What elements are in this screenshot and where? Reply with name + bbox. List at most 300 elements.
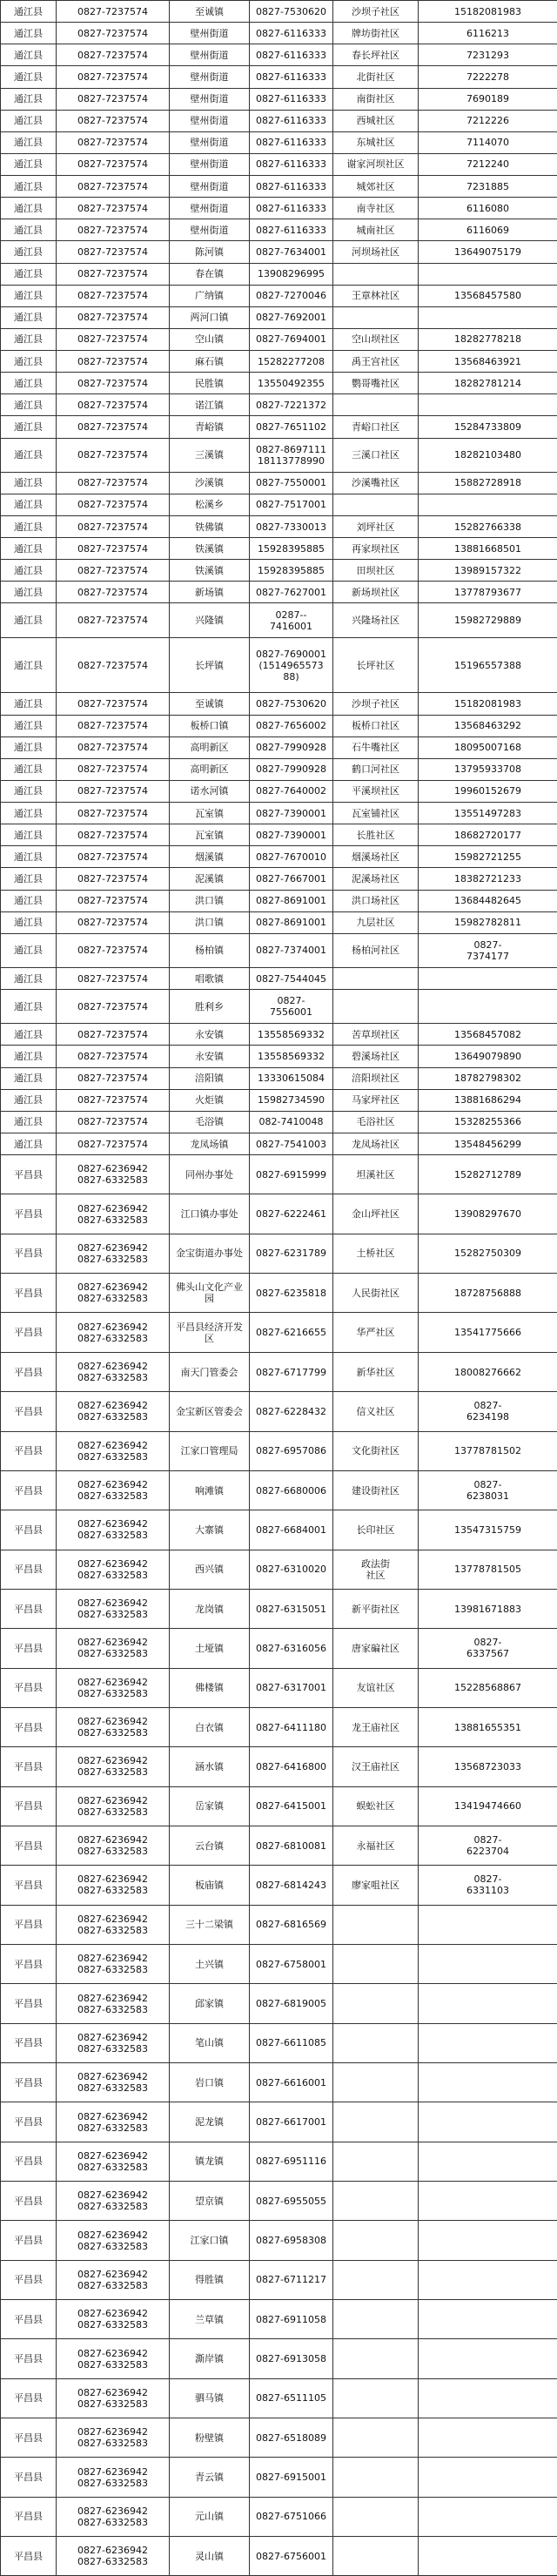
- town-cell: 新场镇: [170, 582, 250, 603]
- county-phone-cell: 0827-6236942 0827-6332583: [57, 2182, 170, 2221]
- table-row: [1, 1905, 557, 1944]
- county-phone-cell: 0827-7237574: [57, 890, 170, 911]
- county-cell: 通江县: [1, 780, 57, 802]
- town-phone-cell: 0827-6816569: [250, 1905, 333, 1944]
- community-cell: 毛浴社区: [333, 1111, 419, 1133]
- community-phone-cell: 15282766338: [419, 515, 557, 537]
- community-phone-cell: 13649079890: [419, 1046, 557, 1067]
- table-row: [1, 803, 557, 824]
- community-phone-cell: 13541775666: [419, 1313, 557, 1352]
- community-cell: 牌坊街社区: [333, 23, 419, 44]
- community-cell: 刘坪社区: [333, 515, 419, 537]
- community-cell: 泥溪场社区: [333, 868, 419, 890]
- county-cell: 通江县: [1, 1, 57, 23]
- town-phone-cell: 0827-8691001: [250, 911, 333, 933]
- county-phone-cell: 0827-6236942 0827-6332583: [57, 2458, 170, 2497]
- county-phone-cell: 0827-7237574: [57, 637, 170, 693]
- county-phone-cell: 0827-6236942 0827-6332583: [57, 1510, 170, 1550]
- table-row: [1, 1431, 557, 1470]
- county-cell: 平昌县: [1, 2063, 57, 2102]
- community-cell: 王章林社区: [333, 285, 419, 306]
- town-phone-cell: 0827-6617001: [250, 2102, 333, 2142]
- town-cell: 壁州街道: [170, 153, 250, 175]
- county-cell: 平昌县: [1, 2102, 57, 2142]
- community-cell: 谢家河坝社区: [333, 153, 419, 175]
- county-cell: 通江县: [1, 1111, 57, 1133]
- town-phone-cell: 0827-6315051: [250, 1589, 333, 1628]
- county-cell: 通江县: [1, 1089, 57, 1111]
- community-cell: 蜈蚣社区: [333, 1786, 419, 1826]
- town-phone-cell: 0827-7544045: [250, 968, 333, 990]
- town-phone-cell: 0827-6958308: [250, 2221, 333, 2260]
- county-cell: 通江县: [1, 438, 57, 472]
- county-cell: 平昌县: [1, 1905, 57, 1944]
- community-phone-cell: [419, 1984, 557, 2023]
- community-phone-cell: 15228568867: [419, 1668, 557, 1707]
- town-phone-cell: 0827-7694001: [250, 328, 333, 350]
- town-cell: 大寨镇: [170, 1510, 250, 1550]
- table-row: [1, 241, 557, 263]
- town-cell: 空山镇: [170, 328, 250, 350]
- table-row: [1, 1747, 557, 1786]
- community-phone-cell: 13908297670: [419, 1194, 557, 1234]
- county-cell: 平昌县: [1, 2497, 57, 2536]
- town-phone-cell: 0827-6951116: [250, 2142, 333, 2181]
- county-phone-cell: 0827-7237574: [57, 472, 170, 494]
- county-phone-cell: 0827-7237574: [57, 373, 170, 394]
- community-cell: 马家坪社区: [333, 1089, 419, 1111]
- community-cell: 南寺社区: [333, 198, 419, 219]
- community-phone-cell: 13568457580: [419, 285, 557, 306]
- town-cell: 烟溪镇: [170, 846, 250, 868]
- town-phone-cell: 0827-6955055: [250, 2182, 333, 2221]
- county-phone-cell: 0827-7237574: [57, 351, 170, 373]
- community-phone-cell: 13778781505: [419, 1550, 557, 1589]
- table-row: [1, 868, 557, 890]
- county-phone-cell: 0827-6236942 0827-6332583: [57, 2537, 170, 2576]
- county-phone-cell: 0827-7237574: [57, 990, 170, 1024]
- community-phone-cell: 15882728918: [419, 472, 557, 494]
- town-cell: 至诚镇: [170, 693, 250, 715]
- table-row: [1, 219, 557, 241]
- county-cell: 通江县: [1, 1067, 57, 1089]
- community-cell: 板桥口社区: [333, 715, 419, 736]
- town-phone-cell: 0827-6116333: [250, 66, 333, 88]
- town-phone-cell: 0827-6116333: [250, 219, 333, 241]
- county-phone-cell: 0827-6236942 0827-6332583: [57, 2063, 170, 2102]
- community-cell: 沙坝子社区: [333, 1, 419, 23]
- community-cell: 苦草坝社区: [333, 1024, 419, 1046]
- county-phone-cell: 0827-6236942 0827-6332583: [57, 2497, 170, 2536]
- town-cell: 金宝街道办事处: [170, 1234, 250, 1273]
- table-row: [1, 198, 557, 219]
- town-phone-cell: 0827-8691001: [250, 890, 333, 911]
- community-phone-cell: [419, 2418, 557, 2458]
- county-cell: 平昌县: [1, 1786, 57, 1826]
- county-cell: 平昌县: [1, 1510, 57, 1550]
- county-phone-cell: 0827-6236942 0827-6332583: [57, 1707, 170, 1746]
- table-row: [1, 968, 557, 990]
- town-phone-cell: 082-7410048: [250, 1111, 333, 1133]
- town-cell: 灵山镇: [170, 2537, 250, 2576]
- table-row: [1, 758, 557, 780]
- county-phone-cell: 0827-6236942 0827-6332583: [57, 1747, 170, 1786]
- county-phone-cell: 0827-7237574: [57, 803, 170, 824]
- county-phone-cell: 0827-7237574: [57, 933, 170, 967]
- county-cell: 通江县: [1, 1046, 57, 1067]
- county-phone-cell: 0827-7237574: [57, 494, 170, 515]
- town-phone-cell: 0827-6416800: [250, 1747, 333, 1786]
- town-cell: 驷马镇: [170, 2378, 250, 2418]
- county-cell: 通江县: [1, 328, 57, 350]
- table-row: [1, 1313, 557, 1352]
- town-phone-cell: 13908296995: [250, 263, 333, 285]
- town-phone-cell: 0827-7640002: [250, 780, 333, 802]
- table-row: [1, 736, 557, 758]
- town-cell: 永安镇: [170, 1024, 250, 1046]
- community-cell: 人民街社区: [333, 1274, 419, 1313]
- community-phone-cell: [419, 263, 557, 285]
- town-phone-cell: 0827-7270046: [250, 285, 333, 306]
- county-cell: 平昌县: [1, 1747, 57, 1786]
- town-cell: 平昌县经济开发 区: [170, 1313, 250, 1352]
- town-phone-cell: 0827-6680006: [250, 1470, 333, 1510]
- community-phone-cell: 13568463921: [419, 351, 557, 373]
- community-phone-cell: [419, 2339, 557, 2378]
- community-phone-cell: 7222278: [419, 66, 557, 88]
- town-phone-cell: 0827-8697111 18113778990: [250, 438, 333, 472]
- community-phone-cell: [419, 2458, 557, 2497]
- town-cell: 同州办事处: [170, 1155, 250, 1194]
- community-cell: [333, 1984, 419, 2023]
- town-cell: 土兴镇: [170, 1944, 250, 1983]
- town-cell: 诺江镇: [170, 394, 250, 416]
- community-phone-cell: [419, 306, 557, 328]
- table-row: [1, 715, 557, 736]
- town-phone-cell: 15982734590: [250, 1089, 333, 1111]
- table-row: [1, 1470, 557, 1510]
- county-cell: 平昌县: [1, 2300, 57, 2339]
- community-phone-cell: 18095007168: [419, 736, 557, 758]
- table-row: [1, 1067, 557, 1089]
- community-cell: 碧溪场社区: [333, 1046, 419, 1067]
- town-phone-cell: 13550492355: [250, 373, 333, 394]
- town-cell: 麻石镇: [170, 351, 250, 373]
- county-cell: 通江县: [1, 44, 57, 66]
- town-cell: 佛楼镇: [170, 1668, 250, 1707]
- town-phone-cell: 13558569332: [250, 1046, 333, 1067]
- community-cell: [333, 2182, 419, 2221]
- table-row: [1, 1, 557, 23]
- county-cell: 平昌县: [1, 1470, 57, 1510]
- table-row: [1, 88, 557, 110]
- county-cell: 通江县: [1, 373, 57, 394]
- community-cell: 沙坝子社区: [333, 693, 419, 715]
- town-phone-cell: 0827-7656002: [250, 715, 333, 736]
- town-cell: 泥龙镇: [170, 2102, 250, 2142]
- county-phone-cell: 0827-7237574: [57, 582, 170, 603]
- town-phone-cell: 0827-6814243: [250, 1866, 333, 1905]
- county-phone-cell: 0827-6236942 0827-6332583: [57, 1589, 170, 1628]
- town-cell: 兴隆镇: [170, 603, 250, 637]
- town-cell: 白衣镇: [170, 1707, 250, 1746]
- county-phone-cell: 0827-6236942 0827-6332583: [57, 1352, 170, 1391]
- county-cell: 平昌县: [1, 1194, 57, 1234]
- town-cell: 瓦室镇: [170, 824, 250, 846]
- county-phone-cell: 0827-6236942 0827-6332583: [57, 1984, 170, 2023]
- community-phone-cell: [419, 2497, 557, 2536]
- community-cell: 龙凤场社区: [333, 1133, 419, 1154]
- town-cell: 邱家镇: [170, 1984, 250, 2023]
- community-phone-cell: 13881655351: [419, 1707, 557, 1746]
- town-phone-cell: 0827-7627001: [250, 582, 333, 603]
- county-cell: 通江县: [1, 198, 57, 219]
- community-phone-cell: 15196557388: [419, 637, 557, 693]
- county-phone-cell: 0827-7237574: [57, 1067, 170, 1089]
- table-row: [1, 2182, 557, 2221]
- community-phone-cell: [419, 2221, 557, 2260]
- county-phone-cell: 0827-6236942 0827-6332583: [57, 2418, 170, 2458]
- community-cell: [333, 990, 419, 1024]
- table-row: [1, 890, 557, 911]
- table-row: [1, 2023, 557, 2062]
- town-phone-cell: 15282277208: [250, 351, 333, 373]
- town-phone-cell: 13558569332: [250, 1024, 333, 1046]
- town-phone-cell: 0827-6116333: [250, 131, 333, 153]
- town-cell: 南天门管委会: [170, 1352, 250, 1391]
- table-row: [1, 1944, 557, 1983]
- town-cell: 龙岗镇: [170, 1589, 250, 1628]
- town-phone-cell: 0827-7530620: [250, 1, 333, 23]
- county-cell: 通江县: [1, 693, 57, 715]
- county-phone-cell: 0827-7237574: [57, 153, 170, 175]
- town-cell: 青峪镇: [170, 416, 250, 438]
- county-phone-cell: 0827-7237574: [57, 911, 170, 933]
- town-cell: 西兴镇: [170, 1550, 250, 1589]
- table-row: [1, 933, 557, 967]
- county-cell: 通江县: [1, 416, 57, 438]
- county-cell: 通江县: [1, 758, 57, 780]
- county-phone-cell: 0827-7237574: [57, 780, 170, 802]
- table-row: [1, 1234, 557, 1273]
- county-cell: 平昌县: [1, 2142, 57, 2181]
- table-row: [1, 1589, 557, 1628]
- community-phone-cell: 18728756888: [419, 1274, 557, 1313]
- town-phone-cell: 0827-6316056: [250, 1629, 333, 1668]
- county-cell: 平昌县: [1, 2023, 57, 2062]
- county-phone-cell: 0827-7237574: [57, 131, 170, 153]
- community-cell: 南街社区: [333, 88, 419, 110]
- community-cell: 政法街 社区: [333, 1550, 419, 1589]
- community-cell: 汉王庙社区: [333, 1747, 419, 1786]
- town-phone-cell: 0827-6235818: [250, 1274, 333, 1313]
- table-row: [1, 153, 557, 175]
- town-phone-cell: 0827-6415001: [250, 1786, 333, 1826]
- table-row: [1, 911, 557, 933]
- table-row: [1, 416, 557, 438]
- county-cell: 通江县: [1, 846, 57, 868]
- table-row: [1, 1194, 557, 1234]
- county-phone-cell: 0827-7237574: [57, 88, 170, 110]
- county-phone-cell: 0827-7237574: [57, 758, 170, 780]
- county-cell: 平昌县: [1, 2418, 57, 2458]
- table-row: [1, 2221, 557, 2260]
- table-row: [1, 1111, 557, 1133]
- county-cell: 通江县: [1, 911, 57, 933]
- community-phone-cell: [419, 1905, 557, 1944]
- table-row: [1, 515, 557, 537]
- table-row: [1, 2458, 557, 2497]
- county-phone-cell: 0827-7237574: [57, 66, 170, 88]
- town-cell: 杨柏镇: [170, 933, 250, 967]
- community-phone-cell: 13778793677: [419, 582, 557, 603]
- community-cell: [333, 1905, 419, 1944]
- community-cell: [333, 1944, 419, 1983]
- community-phone-cell: 0827- 7374177: [419, 933, 557, 967]
- county-cell: 平昌县: [1, 2221, 57, 2260]
- town-phone-cell: 0827-6913058: [250, 2339, 333, 2378]
- town-phone-cell: 0827-7390001: [250, 803, 333, 824]
- community-phone-cell: [419, 2102, 557, 2142]
- community-cell: 西城社区: [333, 110, 419, 131]
- county-phone-cell: 0827-7237574: [57, 736, 170, 758]
- town-phone-cell: 0827-6116333: [250, 176, 333, 198]
- town-phone-cell: 0827-6116333: [250, 198, 333, 219]
- community-phone-cell: 15982729889: [419, 603, 557, 637]
- town-cell: 壁州街道: [170, 66, 250, 88]
- community-phone-cell: 13684482645: [419, 890, 557, 911]
- town-cell: 永安镇: [170, 1046, 250, 1067]
- town-phone-cell: 0827-7221372: [250, 394, 333, 416]
- table-row: [1, 538, 557, 560]
- community-phone-cell: 15182081983: [419, 693, 557, 715]
- county-phone-cell: 0827-7237574: [57, 715, 170, 736]
- town-cell: 笔山镇: [170, 2023, 250, 2062]
- county-phone-cell: 0827-6236942 0827-6332583: [57, 1274, 170, 1313]
- county-cell: 通江县: [1, 263, 57, 285]
- town-phone-cell: 0827-7667001: [250, 868, 333, 890]
- town-phone-cell: 0827-7550001: [250, 472, 333, 494]
- county-phone-cell: 0827-6236942 0827-6332583: [57, 1944, 170, 1983]
- table-row: [1, 2537, 557, 2576]
- table-row: [1, 66, 557, 88]
- county-cell: 通江县: [1, 637, 57, 693]
- community-cell: 禹王宫社区: [333, 351, 419, 373]
- community-cell: 华严社区: [333, 1313, 419, 1352]
- table-row: [1, 2378, 557, 2418]
- county-cell: 通江县: [1, 868, 57, 890]
- table-row: [1, 1274, 557, 1313]
- county-cell: 通江县: [1, 494, 57, 515]
- community-cell: 新场坝社区: [333, 582, 419, 603]
- community-phone-cell: 13568457082: [419, 1024, 557, 1046]
- town-phone-cell: 0827-6310020: [250, 1550, 333, 1589]
- town-cell: 兰草镇: [170, 2300, 250, 2339]
- community-cell: 土桥社区: [333, 1234, 419, 1273]
- county-cell: 通江县: [1, 306, 57, 328]
- community-cell: 涪阳坝社区: [333, 1067, 419, 1089]
- community-cell: [333, 394, 419, 416]
- county-cell: 通江县: [1, 153, 57, 175]
- town-cell: 壁州街道: [170, 44, 250, 66]
- community-cell: 东城社区: [333, 131, 419, 153]
- county-cell: 通江县: [1, 66, 57, 88]
- community-phone-cell: 13547315759: [419, 1510, 557, 1550]
- county-phone-cell: 0827-6236942 0827-6332583: [57, 1470, 170, 1510]
- county-cell: 通江县: [1, 110, 57, 131]
- table-row: [1, 44, 557, 66]
- town-cell: 两河口镇: [170, 306, 250, 328]
- community-cell: 九层社区: [333, 911, 419, 933]
- town-phone-cell: 0827-7670010: [250, 846, 333, 868]
- community-phone-cell: 6116069: [419, 219, 557, 241]
- county-cell: 通江县: [1, 351, 57, 373]
- town-phone-cell: 0827-7692001: [250, 306, 333, 328]
- county-phone-cell: 0827-6236942 0827-6332583: [57, 2102, 170, 2142]
- county-cell: 平昌县: [1, 2378, 57, 2418]
- county-phone-cell: 0827-6236942 0827-6332583: [57, 2023, 170, 2062]
- town-phone-cell: 0827-7390001: [250, 824, 333, 846]
- community-phone-cell: 6116080: [419, 198, 557, 219]
- county-cell: 平昌县: [1, 1313, 57, 1352]
- table-row: [1, 1984, 557, 2023]
- table-row: [1, 2260, 557, 2299]
- town-phone-cell: 0827-7990928: [250, 758, 333, 780]
- table-row: [1, 1668, 557, 1707]
- county-phone-cell: 0827-7237574: [57, 44, 170, 66]
- community-cell: 城郊社区: [333, 176, 419, 198]
- town-phone-cell: 0827-7517001: [250, 494, 333, 515]
- town-phone-cell: 0827-6116333: [250, 44, 333, 66]
- community-phone-cell: 7690189: [419, 88, 557, 110]
- community-phone-cell: 13551497283: [419, 803, 557, 824]
- town-cell: 高明新区: [170, 736, 250, 758]
- county-phone-cell: 0827-7237574: [57, 968, 170, 990]
- county-phone-cell: 0827-6236942 0827-6332583: [57, 1392, 170, 1431]
- community-phone-cell: 13419474660: [419, 1786, 557, 1826]
- town-phone-cell: 0827-6511105: [250, 2378, 333, 2418]
- county-phone-cell: 0827-7237574: [57, 328, 170, 350]
- county-phone-cell: 0827-6236942 0827-6332583: [57, 1194, 170, 1234]
- community-cell: 沙溪嘴社区: [333, 472, 419, 494]
- community-phone-cell: 7212240: [419, 153, 557, 175]
- town-phone-cell: 15928395885: [250, 560, 333, 582]
- community-cell: [333, 2142, 419, 2181]
- county-phone-cell: 0827-7237574: [57, 110, 170, 131]
- town-cell: 陈河镇: [170, 241, 250, 263]
- community-phone-cell: [419, 394, 557, 416]
- county-phone-cell: 0827-7237574: [57, 306, 170, 328]
- county-phone-cell: 0827-7237574: [57, 560, 170, 582]
- county-cell: 通江县: [1, 472, 57, 494]
- county-phone-cell: 0827-7237574: [57, 198, 170, 219]
- county-cell: 通江县: [1, 394, 57, 416]
- town-cell: 龙凤场镇: [170, 1133, 250, 1154]
- town-cell: 毛浴镇: [170, 1111, 250, 1133]
- county-phone-cell: 0827-7237574: [57, 824, 170, 846]
- community-cell: 文化街社区: [333, 1431, 419, 1470]
- town-phone-cell: 0827-6518089: [250, 2418, 333, 2458]
- community-cell: 长印社区: [333, 1510, 419, 1550]
- county-phone-cell: 0827-7237574: [57, 1024, 170, 1046]
- table-row: [1, 328, 557, 350]
- community-cell: 再家坝社区: [333, 538, 419, 560]
- county-phone-cell: 0827-7237574: [57, 1046, 170, 1067]
- county-cell: 通江县: [1, 1133, 57, 1154]
- community-cell: 烟溪场社区: [333, 846, 419, 868]
- community-cell: [333, 968, 419, 990]
- county-cell: 平昌县: [1, 1352, 57, 1391]
